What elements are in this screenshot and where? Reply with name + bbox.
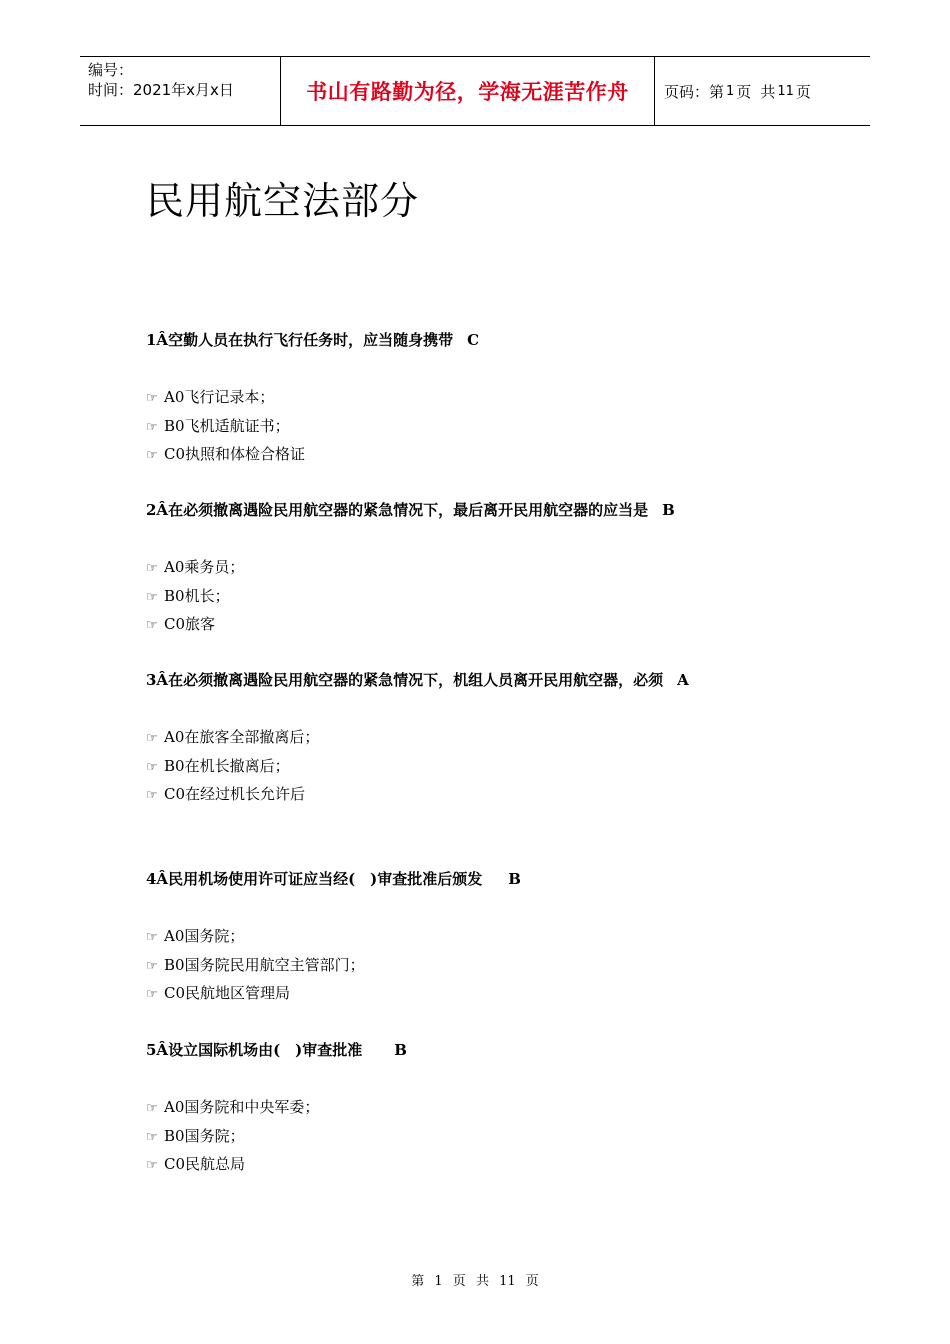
- pointing-hand-icon: ☞: [146, 788, 158, 803]
- option-4b: [146, 954, 365, 975]
- question-5: [146, 1039, 407, 1060]
- footer-total-number: 11: [499, 1274, 516, 1289]
- question-text: 1Â空勤人员在执行飞行任务时，应当随身携带: [146, 331, 454, 349]
- pointing-hand-icon: ☞: [146, 590, 158, 605]
- option-3a: [146, 726, 319, 747]
- option-5c: [146, 1153, 245, 1174]
- option-text: B0国务院；: [164, 1127, 245, 1145]
- footer-total-unit: 页: [525, 1274, 539, 1289]
- option-text: B0在机长撤离后；: [164, 757, 290, 775]
- question-text: 2Â在必须撤离遇险民用航空器的紧急情况下，最后离开民用航空器的应当是: [146, 501, 649, 519]
- option-3b: [146, 755, 290, 776]
- question-answer: B: [662, 501, 675, 519]
- option-2a: [146, 556, 244, 577]
- pointing-hand-icon: ☞: [146, 1158, 158, 1173]
- option-5b: [146, 1125, 245, 1146]
- question-answer: A: [677, 671, 689, 689]
- footer-page-number: 1: [434, 1274, 443, 1289]
- pointing-hand-icon: ☞: [146, 760, 158, 775]
- header-time-label: 时间：2021年x月x日: [88, 81, 234, 99]
- question-text: 4Â民用机场使用许可证应当经( )审查批准后颁发: [146, 870, 483, 888]
- pointing-hand-icon: ☞: [146, 561, 158, 576]
- question-text: 3Â在必须撤离遇险民用航空器的紧急情况下，机组人员离开民用航空器，必须: [146, 671, 664, 689]
- option-3c: [146, 783, 305, 804]
- pointing-hand-icon: ☞: [146, 959, 158, 974]
- pointing-hand-icon: ☞: [146, 391, 158, 406]
- option-4a: [146, 925, 244, 946]
- pointing-hand-icon: ☞: [146, 420, 158, 435]
- footer-total-prefix: 共: [475, 1274, 489, 1289]
- option-4c: [146, 982, 290, 1003]
- option-2b: [146, 585, 230, 606]
- pointing-hand-icon: ☞: [146, 731, 158, 746]
- option-text: A0国务院；: [164, 927, 245, 945]
- option-text: C0民航地区管理局: [164, 984, 291, 1002]
- pointing-hand-icon: ☞: [146, 930, 158, 945]
- option-text: A0飞行记录本；: [164, 388, 275, 406]
- footer-page-unit: 页: [452, 1274, 466, 1289]
- option-1a: [146, 386, 274, 407]
- header-total-unit: 页: [795, 82, 811, 101]
- page-footer: [0, 1270, 950, 1289]
- question-4: [146, 868, 521, 889]
- option-1b: [146, 415, 290, 436]
- option-text: A0在旅客全部撤离后；: [164, 728, 320, 746]
- header-motto: 书山有路勤为径，学海无涯苦作舟: [281, 57, 655, 125]
- option-1c: [146, 443, 305, 464]
- header-number-label: 编号：: [88, 61, 134, 79]
- option-text: C0执照和体检合格证: [164, 445, 306, 463]
- pointing-hand-icon: ☞: [146, 1130, 158, 1145]
- header-meta: [80, 57, 281, 125]
- question-answer: B: [394, 1041, 407, 1059]
- pointing-hand-icon: ☞: [146, 987, 158, 1002]
- footer-page-prefix: 第: [411, 1274, 425, 1289]
- pointing-hand-icon: ☞: [146, 618, 158, 633]
- question-answer: C: [467, 331, 480, 349]
- option-text: C0在经过机长允许后: [164, 785, 306, 803]
- pointing-hand-icon: ☞: [146, 448, 158, 463]
- header-page-label: 页码：第: [664, 82, 725, 101]
- question-1: [146, 329, 479, 350]
- header-total-number: 11: [777, 83, 794, 99]
- header-total-label: 共: [760, 82, 776, 101]
- page-header: [80, 56, 870, 126]
- option-5a: [146, 1096, 319, 1117]
- option-text: B0飞机适航证书；: [164, 417, 290, 435]
- option-text: C0旅客: [164, 615, 216, 633]
- question-2: [146, 499, 675, 520]
- question-3: [146, 669, 689, 690]
- option-text: C0民航总局: [164, 1155, 246, 1173]
- header-page-number: 1: [726, 83, 735, 99]
- option-2c: [146, 613, 215, 634]
- option-text: B0机长；: [164, 587, 230, 605]
- option-text: B0国务院民用航空主管部门；: [164, 956, 365, 974]
- pointing-hand-icon: ☞: [146, 1101, 158, 1116]
- option-text: A0乘务员；: [164, 558, 245, 576]
- header-page-info: [655, 57, 870, 125]
- question-answer: B: [508, 870, 521, 888]
- option-text: A0国务院和中央军委；: [164, 1098, 320, 1116]
- question-text: 5Â设立国际机场由( )审查批准: [146, 1041, 363, 1059]
- document-title: 民用航空法部分: [146, 179, 420, 223]
- header-page-unit: 页: [736, 82, 752, 101]
